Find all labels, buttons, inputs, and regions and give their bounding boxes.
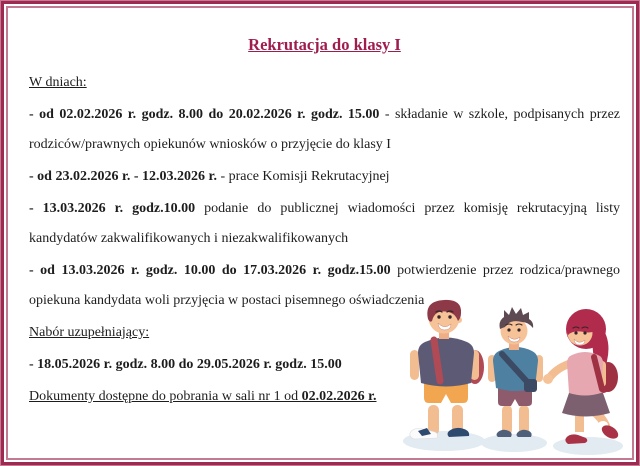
schedule-description: podanie do publicznej wiadomości przez komisję rekrutacyjną listy kandydatów zakwalifikowanych i niezakwalifikowanych — [29, 201, 621, 246]
schedule-date-range: - od 23.02.2026 r. - 12.03.2026 r. — [29, 169, 217, 184]
schedule-date-range: - 13.03.2026 r. godz.10.00 — [29, 201, 196, 216]
schedule-date-range: - od 02.02.2026 r. godz. 8.00 do 20.02.2026 r. godz. 15.00 — [29, 107, 380, 122]
intro-heading: W dniach: — [29, 75, 87, 90]
schedule-description: - składanie w szkole, podpisanych przez rodziców/prawnych opiekunów wniosków o przyjęcie do klasy I — [29, 107, 620, 152]
supplementary-heading: Nabór uzupełniający: — [29, 325, 150, 340]
girl-with-backpack-icon — [543, 309, 621, 444]
schedule-description: - prace Komisji Rekrutacyjnej — [216, 169, 390, 184]
schedule-item-qualified-list — [29, 194, 620, 254]
boy-with-backpack-icon — [410, 300, 484, 439]
schedule-item-submission — [29, 100, 620, 160]
page-title: Rekrutacja do klasy I — [248, 35, 401, 54]
boy-with-crossbody-bag-icon — [488, 307, 543, 437]
schedule-date-range: - od 13.03.2026 r. godz. 10.00 do 17.03.2026 r. godz.15.00 — [29, 263, 391, 278]
schedule-item-committee — [29, 162, 620, 192]
supplementary-date-range: - 18.05.2026 r. godz. 8.00 do 29.05.2026 r. godz. 15.00 — [29, 357, 342, 372]
schedule-description: potwierdzenie przez rodzica/prawnego opiekuna kandydata woli przyjęcia w postaci pisemnego oświadczenia — [29, 263, 620, 308]
children-illustration — [396, 295, 636, 463]
documents-note-text: Dokumenty dostępne do pobrania w sali nr 1 od — [29, 389, 302, 404]
documents-note-date: 02.02.2026 r. — [301, 389, 377, 404]
